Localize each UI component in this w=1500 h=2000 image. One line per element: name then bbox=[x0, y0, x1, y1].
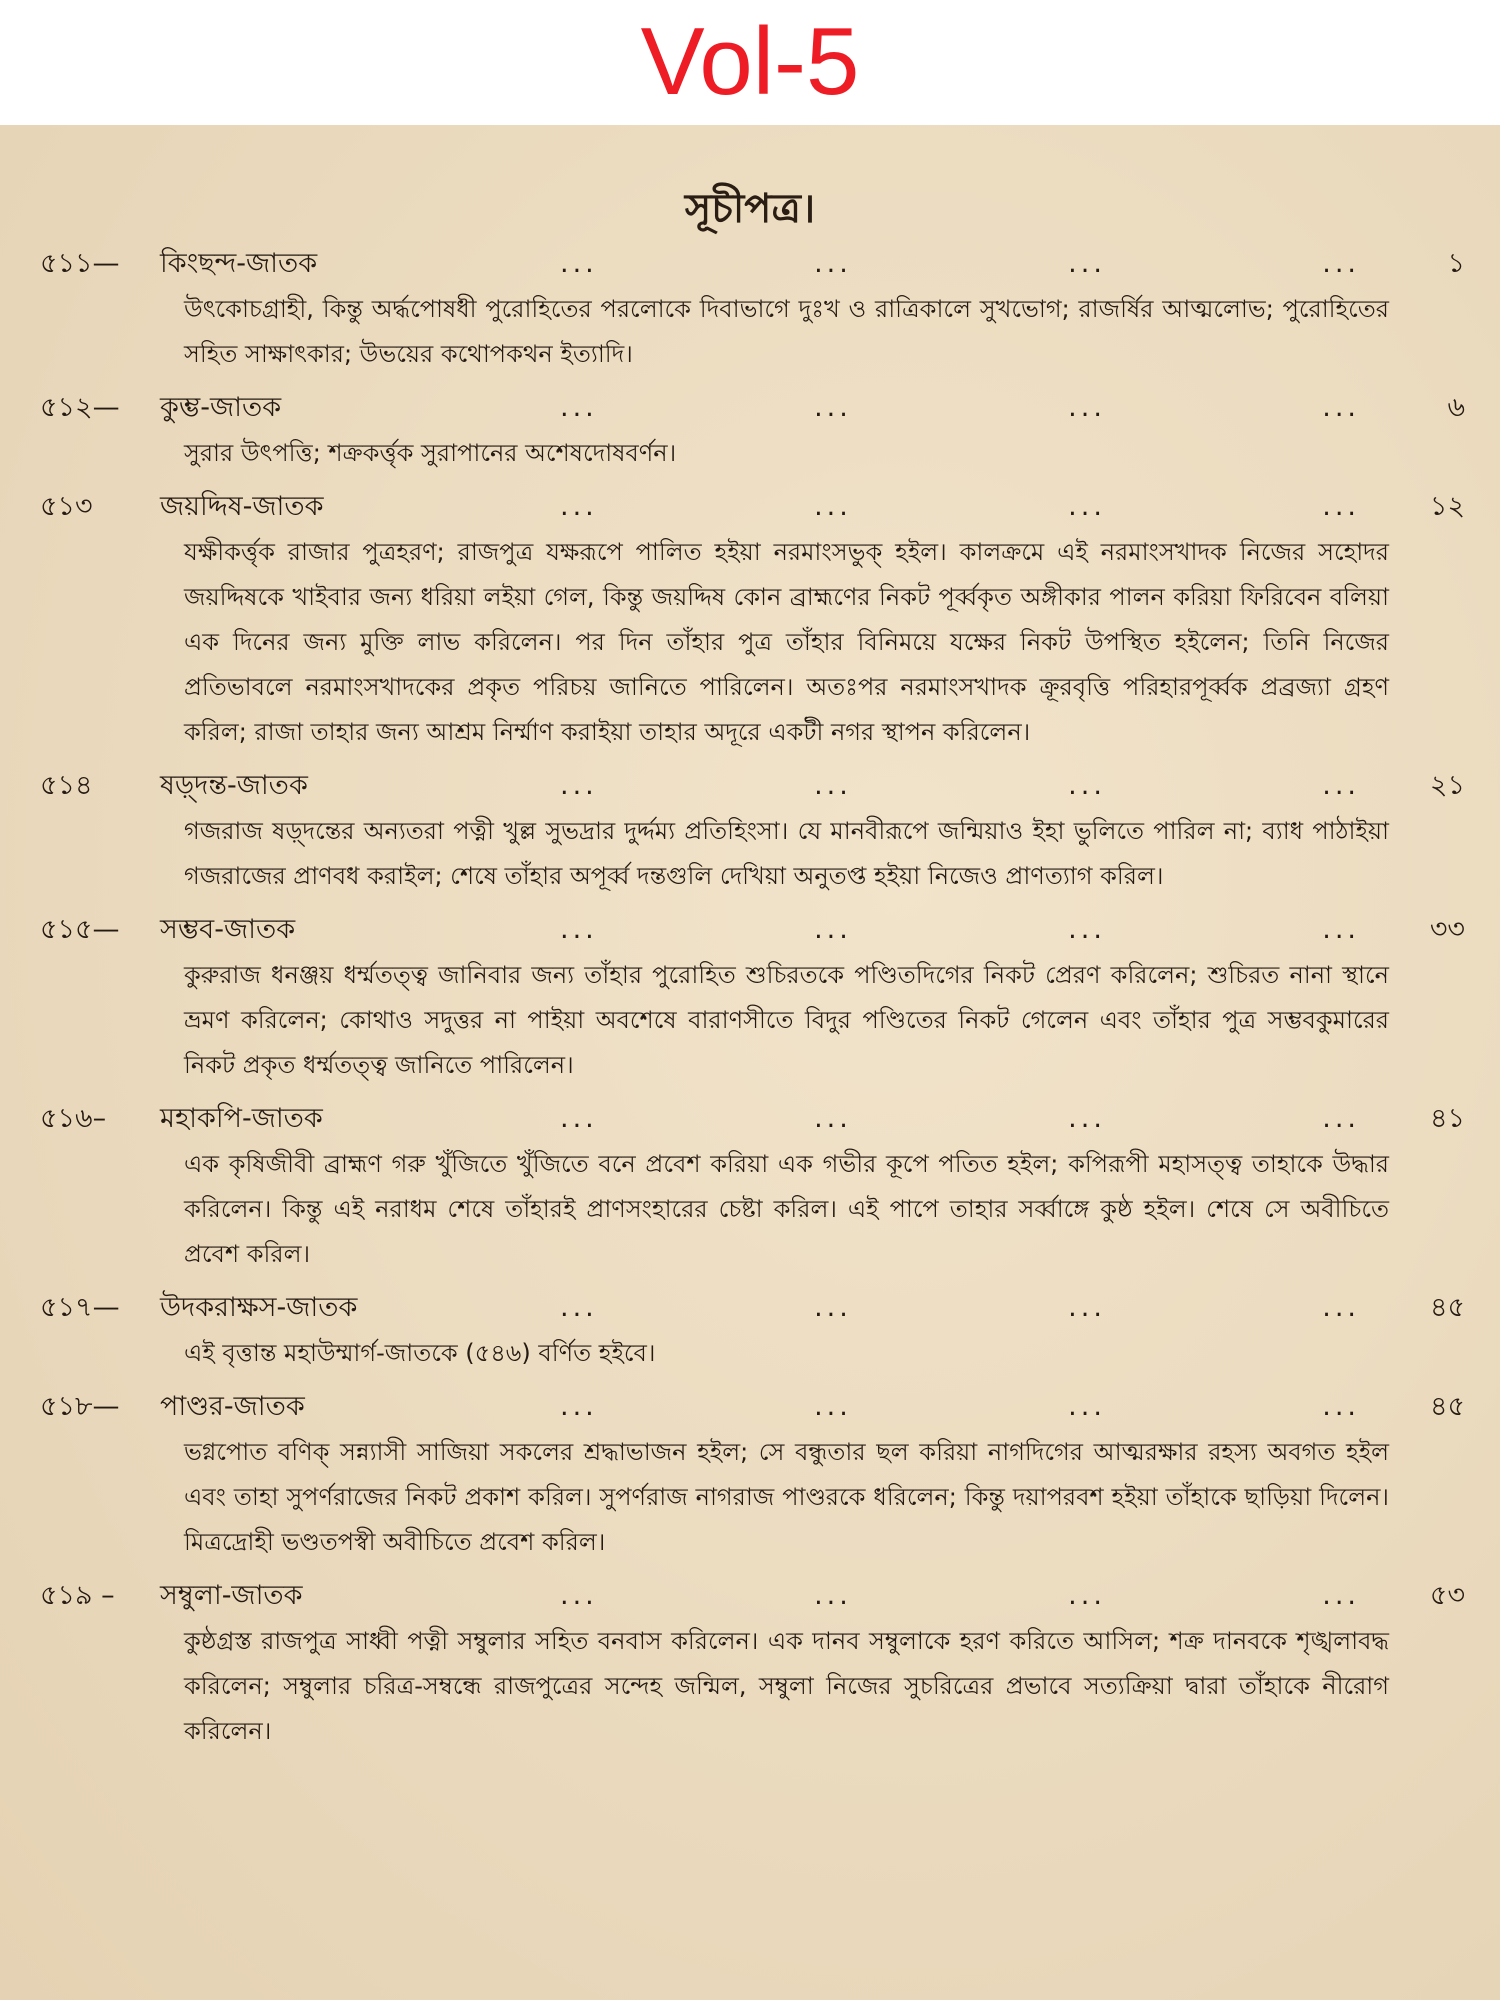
entry-number: ৫১৪ bbox=[40, 770, 93, 801]
leader-dots: ... ... ... ... bbox=[560, 1292, 1360, 1323]
entry-summary: সুরার উৎপত্তি; শক্রকর্ত্তৃক সুরাপানের অশেষদোষবর্ণন। bbox=[184, 439, 677, 467]
entry-page-number: ৬ bbox=[1447, 392, 1465, 423]
entry-title: কিংছন্দ-জাতক bbox=[160, 248, 318, 279]
entry-heading bbox=[40, 909, 1465, 951]
volume-banner bbox=[0, 0, 1500, 125]
entry-heading bbox=[40, 765, 1465, 807]
entry-heading bbox=[40, 1386, 1465, 1428]
entry-page-number: ৪৫ bbox=[1429, 1391, 1465, 1422]
entry-number: ৫১৭— bbox=[40, 1292, 120, 1323]
entry-heading bbox=[40, 1287, 1465, 1329]
entry-page-number: ৪৫ bbox=[1429, 1292, 1465, 1323]
page-title: সূচীপত্র। bbox=[684, 186, 816, 232]
entry-title: কুম্ভ-জাতক bbox=[160, 392, 282, 423]
entry-title: ষড়্দন্ত-জাতক bbox=[160, 770, 308, 801]
entry-title: পাণ্ডর-জাতক bbox=[160, 1391, 305, 1422]
entry-summary: যক্ষীকর্ত্তৃক রাজার পুত্রহরণ; রাজপুত্র যক্ষরূপে পালিত হইয়া নরমাংসভুক্ হইল। কালক্রমে এই নরমাংসখাদক নিজের সহোদর জয়দ্দিষকে খাইবার জন্য ধরিয়া লইয়া গেল, কিন্তু জয়দ্দিষ কোন ব্রাহ্মণের নিকট পূর্ব্বকৃত অঙ্গীকার পালন করিয়া ফিরিবেন বলিয়া এক দিনের জন্য মুক্তি লাভ করিলেন। পর দিন তাঁহার পুত্র তাঁহার বিনিময়ে যক্ষের নিকট উপস্থিত হইলেন; তিনি নিজের প্রতিভাবলে নরমাংসখাদকের প্রকৃত পরিচয় জানিতে পারিলেন। অতঃপর নরমাংসখাদক ক্রূরবৃত্তি পরিহারপূর্ব্বক প্রব্রজ্যা গ্রহণ করিল; রাজা তাহার জন্য আশ্রম নির্ম্মাণ করাইয়া তাহার অদূরে একটী নগর স্থাপন করিলেন। bbox=[184, 538, 1389, 746]
entry-number: ৫১১— bbox=[40, 248, 120, 279]
contents-entry bbox=[40, 486, 1465, 755]
entry-title: উদকরাক্ষস-জাতক bbox=[160, 1292, 358, 1323]
contents-entry bbox=[40, 1098, 1465, 1277]
entry-title: মহাকপি-জাতক bbox=[160, 1103, 323, 1134]
entry-number: ৫১৯ – bbox=[40, 1580, 115, 1611]
entry-number: ৫১৫— bbox=[40, 914, 120, 945]
leader-dots: ... ... ... ... bbox=[560, 914, 1360, 945]
entry-heading bbox=[40, 387, 1465, 429]
entry-title: সম্ভব-জাতক bbox=[160, 914, 296, 945]
entry-heading bbox=[40, 1575, 1465, 1617]
entry-page-number: ৫৩ bbox=[1429, 1580, 1465, 1611]
entry-page-number: ১২ bbox=[1429, 491, 1465, 522]
leader-dots: ... ... ... ... bbox=[560, 1391, 1360, 1422]
entry-title: জয়দ্দিষ-জাতক bbox=[160, 491, 324, 522]
entry-title: সম্বুলা-জাতক bbox=[160, 1580, 303, 1611]
entry-page-number: ২১ bbox=[1429, 770, 1465, 801]
leader-dots: ... ... ... ... bbox=[560, 770, 1360, 801]
contents-entry bbox=[40, 1287, 1465, 1376]
entry-summary: এই বৃত্তান্ত মহাউম্মার্গ-জাতকে (৫৪৬) বর্ণিত হইবে। bbox=[184, 1339, 656, 1367]
leader-dots: ... ... ... ... bbox=[560, 1580, 1360, 1611]
leader-dots: ... ... ... ... bbox=[560, 392, 1360, 423]
scanned-page bbox=[0, 125, 1500, 2000]
leader-dots: ... ... ... ... bbox=[560, 491, 1360, 522]
leader-dots: ... ... ... ... bbox=[560, 1103, 1360, 1134]
entry-heading bbox=[40, 486, 1465, 528]
entry-summary: উৎকোচগ্রাহী, কিন্তু অর্দ্ধপোষধী পুরোহিতের পরলোকে দিবাভাগে দুঃখ ও রাত্রিকালে সুখভোগ; রাজর্ষির আত্মলোভ; পুরোহিতের সহিত সাক্ষাৎকার; উভয়ের কথোপকথন ইত্যাদি। bbox=[184, 295, 1389, 368]
entry-summary: কুষ্ঠগ্রস্ত রাজপুত্র সাধ্বী পত্নী সম্বুলার সহিত বনবাস করিলেন। এক দানব সম্বুলাকে হরণ করিতে আসিল; শক্র দানবকে শৃঙ্খলাবদ্ধ করিলেন; সম্বুলার চরিত্র-সম্বন্ধে রাজপুত্রের সন্দেহ জন্মিল, সম্বুলা নিজের সুচরিত্রের প্রভাবে সত্যক্রিয়া দ্বারা তাঁহাকে নীরোগ করিলেন। bbox=[184, 1627, 1389, 1745]
contents-entry bbox=[40, 243, 1465, 377]
contents-entry bbox=[40, 765, 1465, 899]
contents-entry bbox=[40, 909, 1465, 1088]
leader-dots: ... ... ... ... bbox=[560, 248, 1360, 279]
contents-entry bbox=[40, 387, 1465, 476]
contents-list bbox=[40, 243, 1465, 1764]
entry-number: ৫১৬– bbox=[40, 1103, 107, 1134]
volume-label: Vol-5 bbox=[640, 8, 860, 115]
entry-page-number: ৪১ bbox=[1429, 1103, 1465, 1134]
entry-heading bbox=[40, 1098, 1465, 1140]
entry-summary: এক কৃষিজীবী ব্রাহ্মণ গরু খুঁজিতে খুঁজিতে বনে প্রবেশ করিয়া এক গভীর কূপে পতিত হইল; কপিরূপী মহাসত্ত্ব তাহাকে উদ্ধার করিলেন। কিন্তু এই নরাধম শেষে তাঁহারই প্রাণসংহারের চেষ্টা করিল। এই পাপে তাহার সর্ব্বাঙ্গে কুষ্ঠ হইল। শেষে সে অবীচিতে প্রবেশ করিল। bbox=[184, 1150, 1389, 1268]
entry-number: ৫১২— bbox=[40, 392, 120, 423]
entry-heading bbox=[40, 243, 1465, 285]
entry-number: ৫১৩ bbox=[40, 491, 93, 522]
entry-summary: ভগ্নপোত বণিক্ সন্ন্যাসী সাজিয়া সকলের শ্রদ্ধাভাজন হইল; সে বন্ধুতার ছল করিয়া নাগদিগের আত্মরক্ষার রহস্য অবগত হইল এবং তাহা সুপর্ণরাজের নিকট প্রকাশ করিল। সুপর্ণরাজ নাগরাজ পাণ্ডরকে ধরিলেন; কিন্তু দয়াপরবশ হইয়া তাঁহাকে ছাড়িয়া দিলেন। মিত্রদ্রোহী ভণ্ডতপস্বী অবীচিতে প্রবেশ করিল। bbox=[184, 1438, 1389, 1556]
contents-entry bbox=[40, 1386, 1465, 1565]
entry-number: ৫১৮— bbox=[40, 1391, 120, 1422]
contents-entry bbox=[40, 1575, 1465, 1754]
entry-summary: কুরুরাজ ধনঞ্জয় ধর্ম্মতত্ত্ব জানিবার জন্য তাঁহার পুরোহিত শুচিরতকে পণ্ডিতদিগের নিকট প্রেরণ করিলেন; শুচিরত নানা স্থানে ভ্রমণ করিলেন; কোথাও সদুত্তর না পাইয়া অবশেষে বারাণসীতে বিদুর পণ্ডিতের নিকট গেলেন এবং তাঁহার পুত্র সম্ভবকুমারের নিকট প্রকৃত ধর্ম্মতত্ত্ব জানিতে পারিলেন। bbox=[184, 961, 1389, 1079]
entry-page-number: ১ bbox=[1447, 248, 1465, 279]
entry-summary: গজরাজ ষড়্দন্তের অন্যতরা পত্নী খুল্ল সুভদ্রার দুর্দ্দম্য প্রতিহিংসা। যে মানবীরূপে জন্মিয়াও ইহা ভুলিতে পারিল না; ব্যাধ পাঠাইয়া গজরাজের প্রাণবধ করাইল; শেষে তাঁহার অপূর্ব্ব দন্তগুলি দেখিয়া অনুতপ্ত হইয়া নিজেও প্রাণত্যাগ করিল। bbox=[184, 817, 1389, 890]
entry-page-number: ৩৩ bbox=[1429, 914, 1465, 945]
